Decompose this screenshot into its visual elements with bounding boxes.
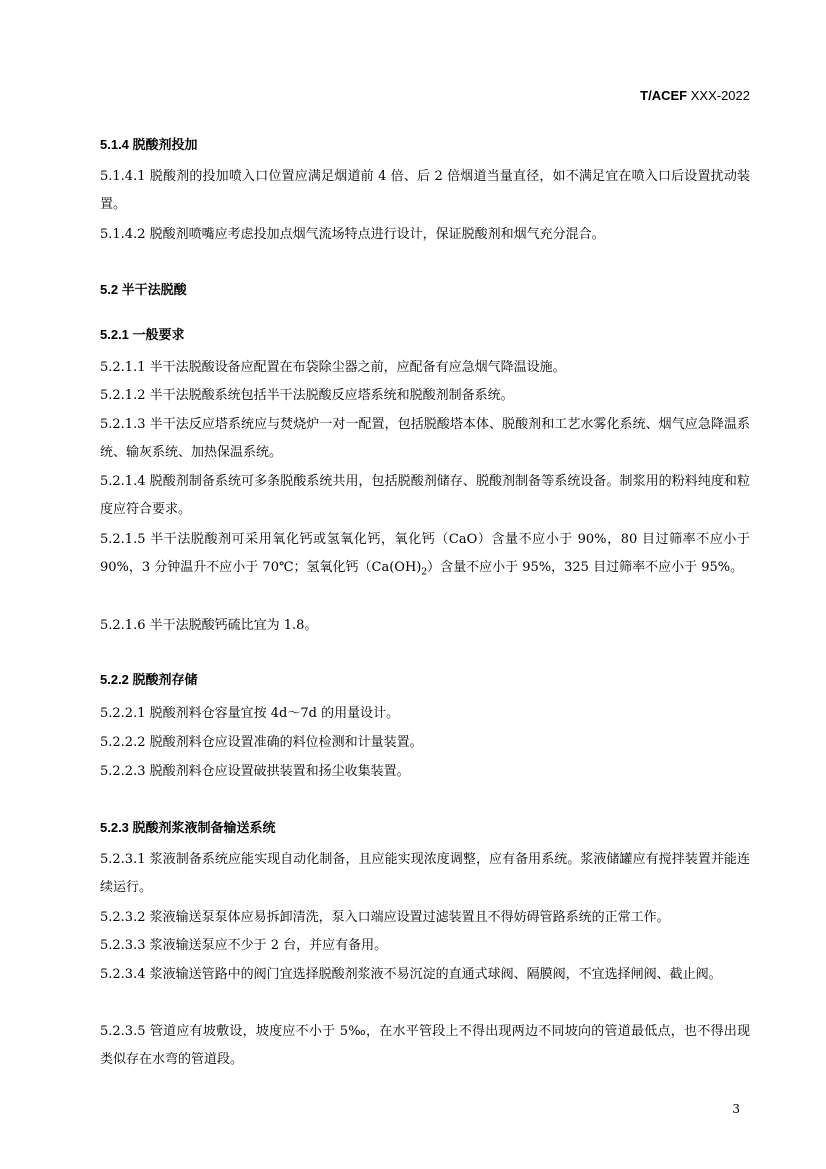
clause-5-1-4-1: 5.1.4.1 脱酸剂的投加喷入口位置应满足烟道前 4 倍、后 2 倍烟道当量直径，如不满足宜在喷入口后设置扰动装置。 [100,169,750,212]
clause-5-2-1-5 [100,526,750,587]
clause-5-2-1-1: 5.2.1.1 半干法脱酸设备应配置在布袋除尘器之前，应配备有应急烟气降温设施。 [100,360,566,375]
clause-5-2-3-1: 5.2.3.1 浆液制备系统应能实现自动化制备，且应能实现浓度调整，应有备用系统。浆液储罐应有搅拌装置并能连续运行。 [100,852,750,895]
clause-5-2-3-2: 5.2.3.2 浆液输送泵泵体应易拆卸清洗，泵入口端应设置过滤装置且不得妨碍管路系统的正常工作。 [100,910,670,925]
clause-5-2-1-4: 5.2.1.4 脱酸剂制备系统可多条脱酸系统共用，包括脱酸剂储存、脱酸剂制备等系统设备。制浆用的粉料纯度和粒度应符合要求。 [100,474,750,517]
clause-5-2-2-3: 5.2.2.3 脱酸剂料仓应设置破拱装置和扬尘收集装置。 [100,764,410,779]
clause-5-2-3-5: 5.2.3.5 管道应有坡敷设，坡度应不小于 5‰，在水平管段上不得出现两边不同坡向的管道最低点，也不得出现类似存在水弯的管道段。 [100,1024,750,1067]
clause-5-2-1-5-part1: 5.2.1.5 半干法脱酸剂可采用氧化钙或氢氧化钙，氧化钙（CaO）含量不应小于 90%，80 目过筛率不应小于 90%，3 分钟温升不应小于 70℃；氢氧化钙（Ca(OH) [100,532,750,575]
clause-5-2-2-1: 5.2.2.1 脱酸剂料仓容量宜按 4d～7d 的用量设计。 [100,706,400,721]
section-heading-5-2-1: 5.2.1 一般要求 [100,327,185,342]
standard-number: XXX-2022 [690,88,750,103]
section-heading-5-2-3: 5.2.3 脱酸剂浆液制备输送系统 [100,820,276,835]
clause-5-2-1-5-part2: ）含量不应小于 95%，325 目过筛率不应小于 95%。 [427,560,744,575]
clause-5-2-1-2: 5.2.1.2 半干法脱酸系统包括半干法脱酸反应塔系统和脱酸剂制备系统。 [100,388,514,403]
section-heading-5-2-2: 5.2.2 脱酸剂存储 [100,672,198,687]
clause-5-2-1-3: 5.2.1.3 半干法反应塔系统应与焚烧炉一对一配置，包括脱酸塔本体、脱酸剂和工艺水雾化系统、烟气应急降温系统、输灰系统、加热保温系统。 [100,417,750,460]
section-heading-5-2: 5.2 半干法脱酸 [100,282,187,297]
standard-code: T/ACEF [640,88,688,103]
section-heading-5-1-4: 5.1.4 脱酸剂投加 [100,137,198,152]
clause-5-2-1-6: 5.2.1.6 半干法脱酸钙硫比宜为 1.8。 [100,618,318,633]
clause-5-1-4-2: 5.1.4.2 脱酸剂喷嘴应考虑投加点烟气流场特点进行设计，保证脱酸剂和烟气充分混合。 [100,227,605,242]
clause-5-2-2-2: 5.2.2.2 脱酸剂料仓应设置准确的料位检测和计量装置。 [100,735,423,750]
clause-5-2-3-3: 5.2.3.3 浆液输送泵应不少于 2 台，并应有备用。 [100,938,388,953]
clause-5-2-3-4: 5.2.3.4 浆液输送管路中的阀门宜选择脱酸剂浆液不易沉淀的直通式球阀、隔膜阀，不宜选择闸阀、截止阀。 [100,967,722,982]
subscript-2: 2 [421,567,428,578]
page-number: 3 [732,1102,740,1116]
document-header [640,88,750,103]
